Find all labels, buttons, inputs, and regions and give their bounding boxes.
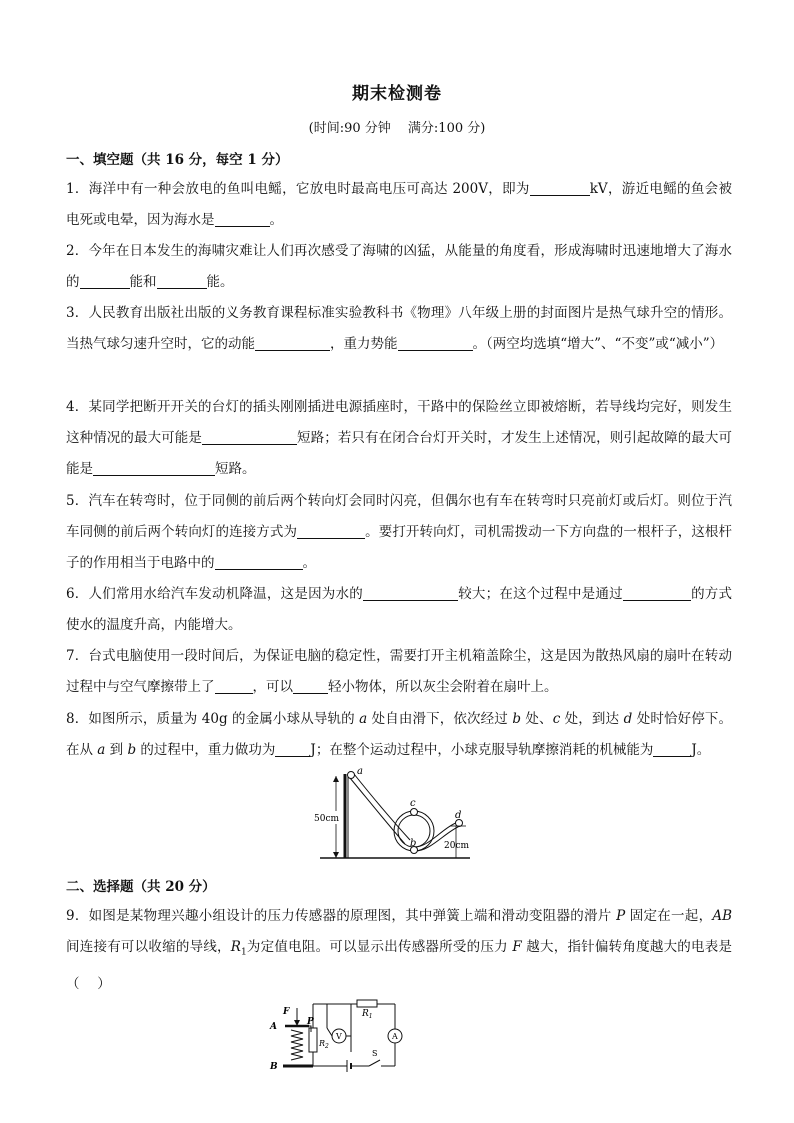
- answer-blank[interactable]: [202, 429, 297, 445]
- label-resistor-R2: $R_2$: [319, 1039, 329, 1050]
- answer-blank[interactable]: [623, 585, 691, 601]
- question-2: 2．今年在日本发生的海啸灾难让人们再次感受了海啸的凶猛，从能量的角度看，形成海啸时迅速地增大了海水的 能和 能。: [66, 243, 732, 290]
- question-7: 7．台式电脑使用一段时间后，为保证电脑的稳定性，需要打开主机箱盖除尘，这是因为散热风扇的扇叶在转动过程中与空气摩擦带上了 ，可以 轻小物体，所以灰尘会附着在扇叶上。: [66, 648, 732, 695]
- question-1: 1．海洋中有一种会放电的鱼叫电鳐，它放电时最高电压可高达 200V，即为 kV，游近电鳐的鱼会被电死或电晕，因为海水是 。: [66, 181, 732, 228]
- label-point-a: a: [357, 766, 363, 777]
- answer-blank[interactable]: [215, 678, 253, 694]
- voltmeter-icon: V: [336, 1032, 342, 1041]
- answer-blank[interactable]: [80, 273, 130, 289]
- answer-blank[interactable]: [157, 273, 207, 289]
- pressure-sensor-circuit: [265, 998, 415, 1078]
- label-resistor-R1: $R_1$: [362, 1009, 373, 1020]
- answer-blank[interactable]: [363, 585, 458, 601]
- label-terminal-B: B: [270, 1062, 278, 1072]
- question-8: 8．如图所示，质量为 40g 的金属小球从导轨的 a 处自由滑下，依次经过 b 处、c 处，到达 d 处时恰好停下。在从 a 到 b 的过程中，重力做功为 J；在整个运动过程中，小球克服导轨摩擦消耗的机械能为 J。: [66, 711, 732, 758]
- section-heading-fill-blank: 一、填空题（共 16 分，每空 1 分）: [66, 152, 289, 168]
- page-title: 期末检测卷: [352, 84, 442, 104]
- answer-blank[interactable]: [398, 335, 473, 351]
- label-switch-S: S: [372, 1049, 378, 1058]
- answer-blank[interactable]: [255, 335, 330, 351]
- exam-time-score: (时间:90 分钟 满分:100 分): [308, 121, 486, 136]
- label-point-d: d: [455, 810, 462, 821]
- label-force-F: F: [283, 1007, 290, 1017]
- label-height-50cm: 50cm: [314, 814, 340, 824]
- label-point-b: b: [410, 838, 417, 849]
- label-height-20cm: 20cm: [444, 841, 470, 851]
- track-loop-diagram: [310, 766, 480, 866]
- answer-blank[interactable]: [275, 741, 310, 757]
- answer-blank[interactable]: [530, 180, 590, 196]
- section-heading-choice: 二、选择题（共 20 分）: [66, 879, 216, 895]
- question-5: 5．汽车在转弯时，位于同侧的前后两个转向灯会同时闪亮，但偶尔也有车在转弯时只亮前灯或后灯。则位于汽车同侧的前后两个转向灯的连接方式为 。要打开转向灯，司机需拨动一下方向盘的一根杆子，这根杆子的作用相当于电路中的 。: [66, 493, 733, 571]
- question-6: 6．人们常用水给汽车发动机降温，这是因为水的 较大；在这个过程中是通过 的方式使水的温度升高，内能增大。: [66, 586, 733, 633]
- label-terminal-A: A: [270, 1022, 277, 1032]
- answer-blank[interactable]: [93, 460, 215, 476]
- label-slider-P: P: [307, 1017, 314, 1027]
- question-9: 9．如图是某物理兴趣小组设计的压力传感器的原理图，其中弹簧上端和滑动变阻器的滑片 P 固定在一起，AB间连接有可以收缩的导线，$R_1$为定值电阻。可以显示出传感器所受的压力 F 越大，指针偏转角度越大的电表是（ ）: [66, 908, 733, 992]
- answer-blank[interactable]: [215, 554, 303, 570]
- answer-blank[interactable]: [297, 523, 365, 539]
- answer-blank[interactable]: [653, 741, 691, 757]
- ammeter-icon: A: [392, 1032, 398, 1041]
- answer-blank[interactable]: [293, 678, 328, 694]
- question-4: 4．某同学把断开开关的台灯的插头刚刚插进电源插座时，干路中的保险丝立即被熔断，若导线均完好，则发生这种情况的最大可能是 短路；若只有在闭合台灯开关时，才发生上述情况，则引起故障的最大可能是 短路。: [66, 399, 732, 477]
- question-3: 3．人民教育出版社出版的义务教育课程标准实验教科书《物理》八年级上册的封面图片是热气球升空的情形。当热气球匀速升空时，它的动能 ，重力势能 。（两空均选填“增大”、“不变”或“减小”）: [66, 305, 732, 352]
- label-point-c: c: [410, 798, 416, 809]
- answer-blank[interactable]: [215, 211, 270, 227]
